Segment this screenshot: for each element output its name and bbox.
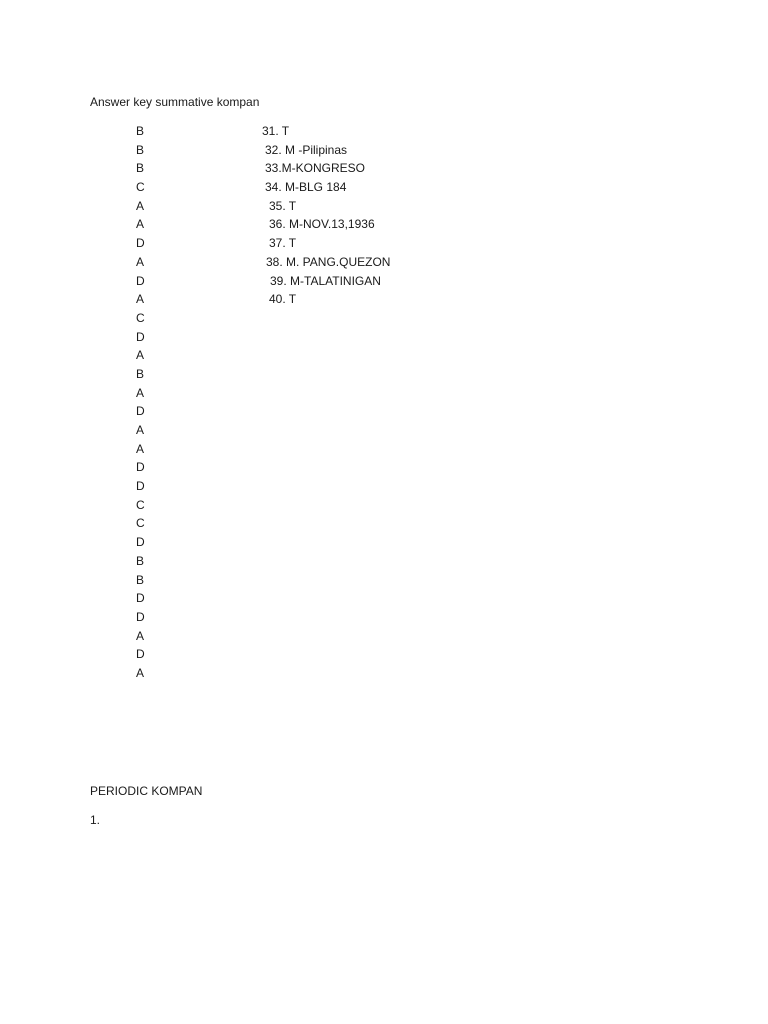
item-answer: A [136, 423, 145, 437]
item-answer: B [136, 366, 145, 381]
section-first-item: 1. [90, 813, 101, 827]
item-answer: D [136, 535, 145, 550]
list-item [0, 272, 768, 291]
list-item [0, 589, 240, 608]
item-answer: D [136, 609, 145, 624]
list-item [0, 365, 240, 384]
list-item [0, 159, 768, 178]
item-answer: 38. M. PANG.QUEZON [266, 254, 391, 269]
item-answer: D [136, 236, 145, 251]
item-answer: D [136, 329, 145, 344]
list-item [0, 122, 768, 141]
list-item [0, 346, 240, 365]
item-answer: D [136, 591, 145, 606]
list-item [0, 197, 768, 216]
item-answer: A [136, 665, 145, 680]
item-answer: C [136, 180, 145, 195]
item-answer: 34. M-BLG 184 [265, 180, 347, 195]
item-answer: 35. T [269, 198, 297, 213]
list-item [0, 215, 768, 234]
item-answer: B [136, 142, 145, 157]
list-item [0, 477, 240, 496]
item-answer: 37. T [269, 236, 297, 251]
item-answer: D [136, 647, 145, 662]
item-answer: B [136, 124, 145, 138]
item-answer: B [136, 572, 145, 587]
item-answer: 33.M-KONGRESO [265, 161, 366, 176]
item-answer: C [136, 497, 145, 512]
list-item [0, 552, 240, 571]
list-item [0, 309, 240, 328]
item-answer: 31. T [262, 124, 290, 138]
list-item [0, 645, 240, 664]
list-item [0, 496, 240, 515]
item-answer: C [136, 516, 145, 531]
list-item [0, 664, 240, 683]
list-item [0, 402, 240, 421]
section-title: PERIODIC KOMPAN [90, 784, 203, 798]
item-answer: A [136, 348, 145, 363]
list-item [0, 608, 240, 627]
list-item [0, 328, 240, 347]
item-answer: A [136, 198, 145, 213]
list-item [0, 627, 240, 646]
item-answer: A [136, 628, 145, 643]
item-answer: 39. M-TALATINIGAN [270, 273, 381, 288]
list-item [0, 440, 240, 459]
item-answer: D [136, 273, 145, 288]
list-item [0, 533, 240, 552]
item-answer: 36. M-NOV.13,1936 [269, 217, 375, 232]
list-item [0, 458, 240, 477]
list-item [0, 290, 768, 309]
document-title: Answer key summative kompan [90, 95, 260, 109]
item-answer: 32. M -Pilipinas [265, 142, 348, 157]
item-answer: D [136, 460, 145, 475]
item-answer: B [136, 161, 145, 176]
item-answer: 40. T [269, 292, 297, 307]
item-answer: A [136, 441, 145, 456]
list-item [0, 384, 240, 403]
item-answer: A [136, 217, 145, 232]
list-item [0, 421, 240, 440]
item-answer: B [136, 553, 145, 568]
list-item [0, 253, 768, 272]
list-item [0, 514, 240, 533]
item-answer: C [136, 310, 145, 325]
answer-list-right [0, 122, 768, 309]
item-answer: A [136, 254, 145, 269]
item-answer: D [136, 479, 145, 494]
list-item [0, 141, 768, 160]
list-item [0, 234, 768, 253]
list-item [0, 178, 768, 197]
item-answer: A [136, 385, 145, 400]
list-item [0, 571, 240, 590]
item-answer: A [136, 292, 145, 307]
item-answer: D [136, 404, 145, 419]
